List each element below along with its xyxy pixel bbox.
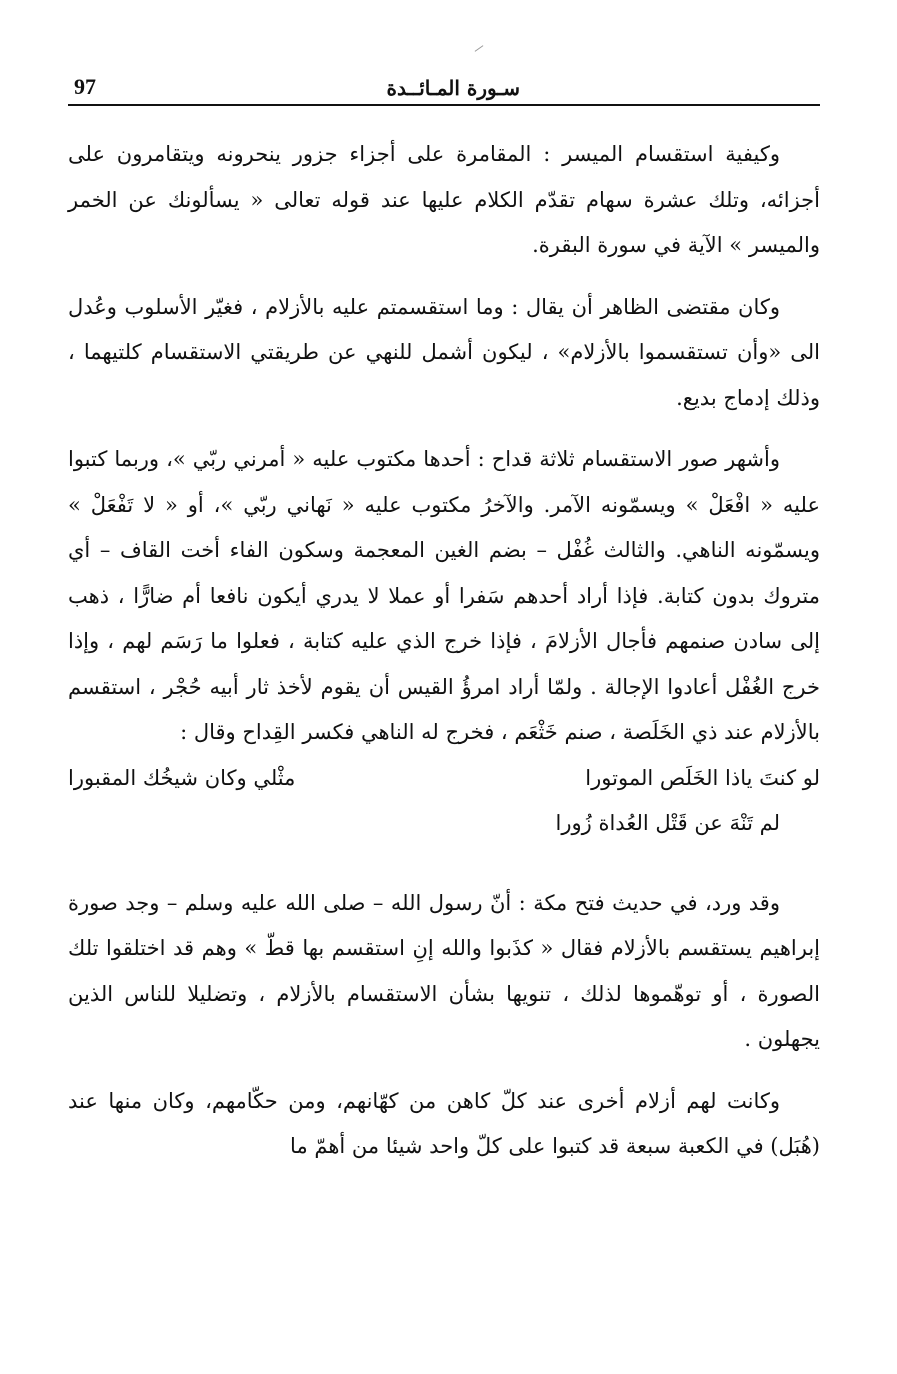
page-number: 97	[74, 74, 96, 99]
running-title: سـورة المـائــدة	[386, 76, 520, 100]
poem-verse	[68, 756, 820, 847]
stray-pen-mark	[475, 45, 484, 52]
verse-line	[68, 756, 820, 802]
verse-hemistich: لو كنتَ ياذا الخَلَص الموتورا	[585, 765, 820, 790]
paragraph: وكانت لهم أزلام أخرى عند كلّ كاهن من كهّانهم، ومن حكّامهم، وكان منها عند (هُبَل) في الكعبة سبعة قد كتبوا على كلّ واحد شيئا من أهمّ ما	[68, 1088, 820, 1158]
verse-line: لم تَنْهَ عن قَتْل العُداة زُورا	[555, 811, 780, 835]
paragraph: وأشهر صور الاستقسام ثلاثة قداح : أحدها مكتوب عليه « أمرني ربّي »، وربما كتبوا عليه « افْعَلْ » ويسمّونه الآمر. والآخرُ مكتوب عليه « نَهاني ربّي »، أو « لا تَفْعَلْ » ويسمّونه الناهي. والثالث غُفْل – بضم الغين المعجمة وسكون الفاء أخت القاف – أي متروك بدون كتابة. فإذا أراد أحدهم سَفرا أو عملا لا يدري أيكون نافعا أم ضارًّا ، ذهب إلى سادن صنمهم فأجال الأزلامَ ، فإذا خرج الذي عليه كتابة ، فعلوا ما رَسَم لهم ، وإذا خرج الغُفْل أعادوا الإجالة . ولمّا أراد امرؤُ القيس أن يقوم لأخذ ثار أبيه حُجْر ، استقسم بالأزلام عند ذي الخَلَصة ، صنم خَثْعَم ، فخرج له الناهي فكسر القِداح وقال :	[68, 447, 820, 744]
paragraph: وقد ورد، في حديث فتح مكة : أنّ رسول الله – صلى الله عليه وسلم – وجد صورة إبراهيم يستقسم بالأزلام فقال « كذَبوا والله إنِ استقسم بها قطّ » وهم قد اختلقوا تلك الصورة ، أو توهّموها لذلك ، تنويها بشأن الاستقسام بالأزلام ، وتضليلا للناس الذين يجهلون .	[68, 890, 820, 1051]
header-rule	[68, 104, 820, 106]
paragraph: وكيفية استقسام الميسر : المقامرة على أجزاء جزور ينحرونه ويتقامرون على أجزائه، وتلك عشرة سهام تقدّم الكلام عليها عند قوله تعالى « يسألونك عن الخمر والميسر » الآية في سورة البقرة.	[68, 142, 820, 257]
verse-hemistich: مثْلي وكان شيخُك المقبورا	[68, 765, 296, 790]
paragraph: وكان مقتضى الظاهر أن يقال : وما استقسمتم عليه بالأزلام ، فغيّر الأسلوب وعُدل الى «وأن تستقسموا بالأزلام» ، ليكون أشمل للنهي عن طريقتي الاستقسام كلتيهما ، وذلك إدماج بديع.	[68, 294, 820, 410]
body-text	[68, 132, 820, 1186]
